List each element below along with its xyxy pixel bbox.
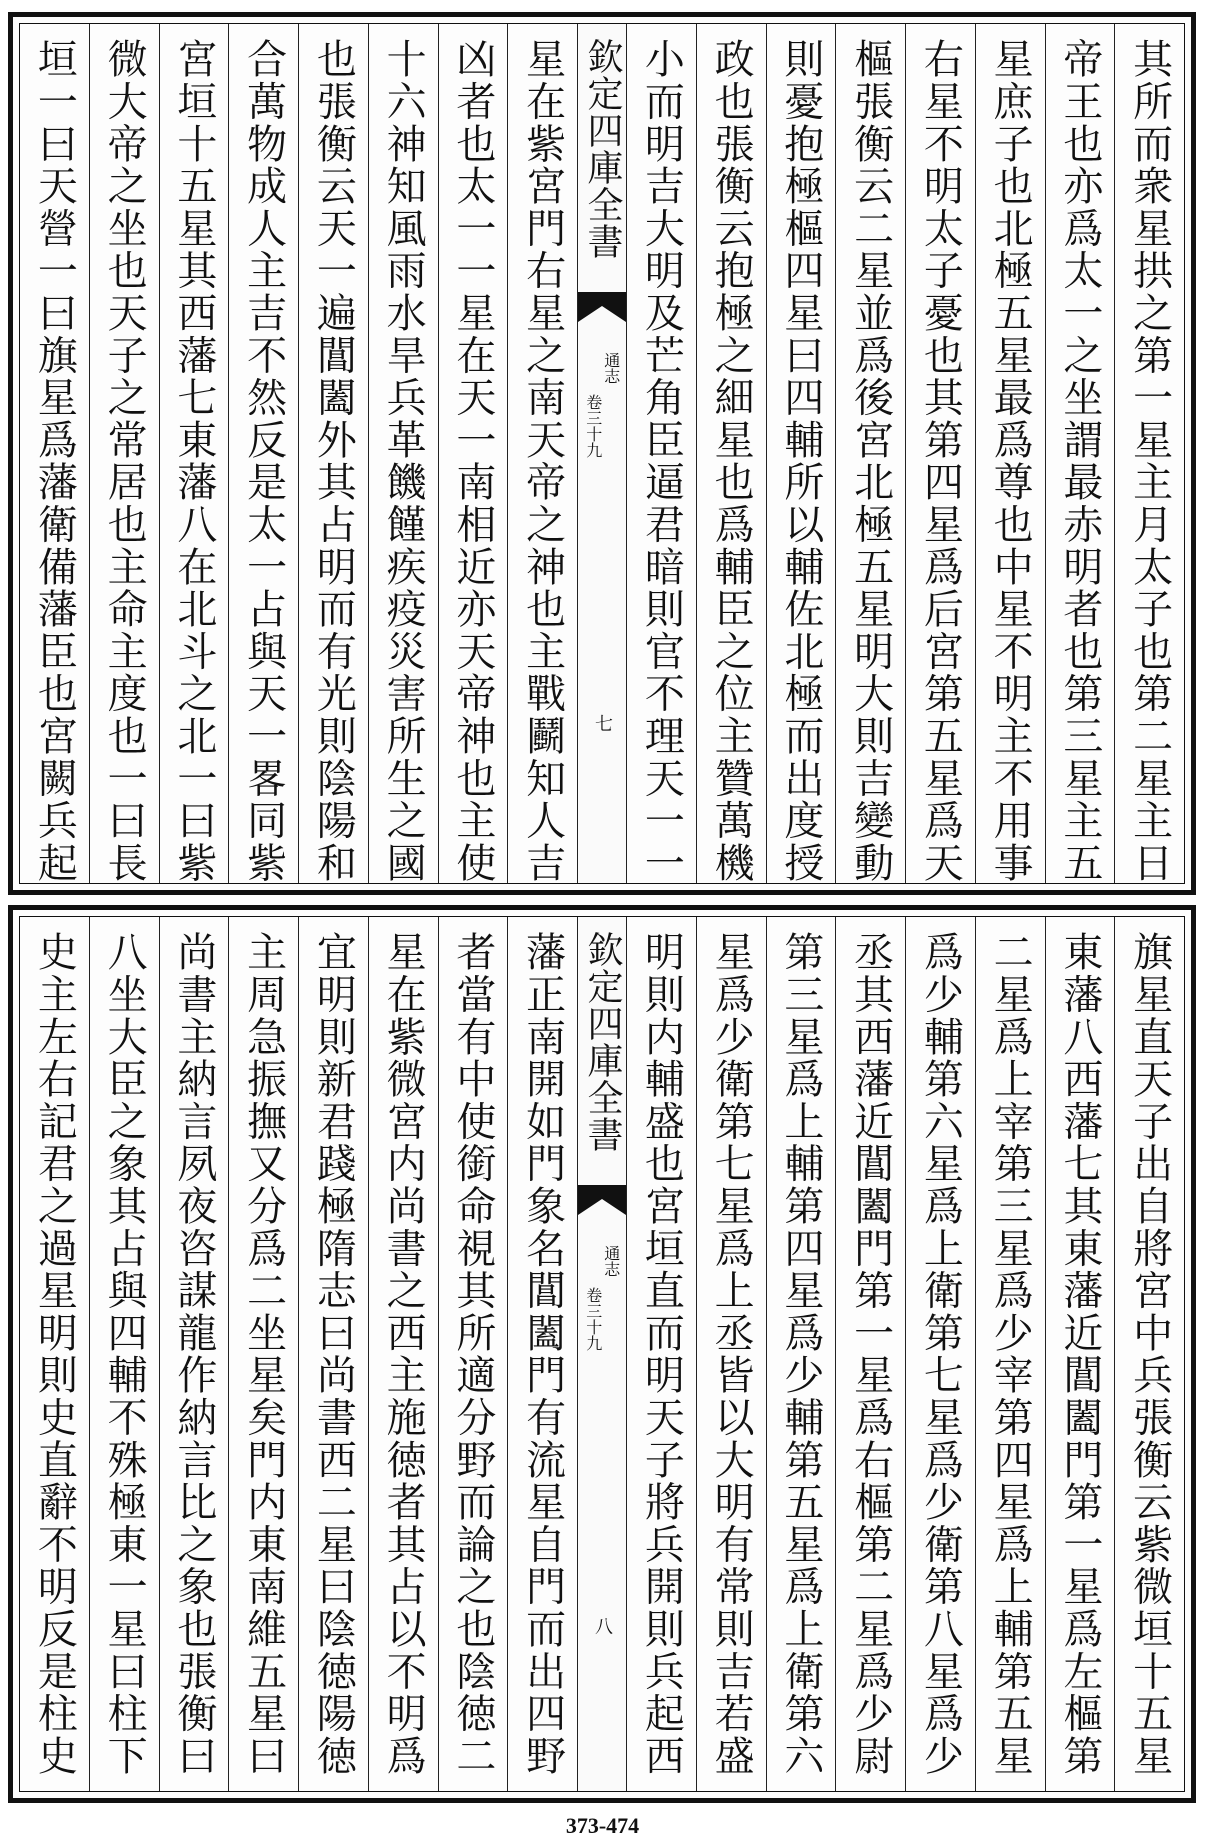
text-column: 政也張衡云抱極之細星也爲輔臣之位主贊萬機 bbox=[696, 24, 766, 883]
text-column: 主周急振撫又分爲二坐星矣門内東南維五星曰 bbox=[228, 917, 298, 1791]
volume-number: 卷三十九 bbox=[583, 394, 603, 458]
text-column: 垣一曰天營一曰旗星爲藩衛備藩臣也宮闕兵起 bbox=[31, 38, 78, 884]
text-column: 星爲少衛第七星爲上丞皆以大明有常則吉若盛 bbox=[696, 917, 766, 1791]
text-column: 微大帝之坐也天子之常居也主命主度也一曰長 bbox=[89, 24, 159, 883]
text-column: 旗星直天子出自將宮中兵張衡云紫微垣十五星 bbox=[1114, 917, 1184, 1791]
text-column: 史主左右記君之過星明則史直辭不明反是柱史 bbox=[31, 931, 78, 1777]
section-title: 通志 bbox=[601, 352, 621, 384]
footer-page-code: 373-474 bbox=[565, 1813, 640, 1838]
book-title: 欽定四庫全書 bbox=[582, 931, 623, 1153]
page-number: 八 bbox=[592, 1617, 613, 1635]
text-column: 其所而衆星拱之第一星主月太子也第二星主日 bbox=[1114, 24, 1184, 883]
text-column: 帝王也亦爲太一之坐謂最赤明者也第三星主五 bbox=[1045, 24, 1115, 883]
book-title: 欽定四庫全書 bbox=[582, 38, 623, 260]
page-number: 七 bbox=[592, 714, 613, 732]
text-column: 宜明則新君踐極隋志曰尚書西二星曰陰徳陽徳 bbox=[298, 917, 368, 1791]
text-column: 星庶子也北極五星最爲尊也中星不明主不用事 bbox=[975, 24, 1045, 883]
text-column: 尚書主納言夙夜咨謀龍作納言比之象也張衡曰 bbox=[159, 917, 229, 1791]
text-column: 宮垣十五星其西藩七東藩八在北斗之北一曰紫 bbox=[159, 24, 229, 883]
text-column: 二星爲上宰第三星爲少宰第四星爲上輔第五星 bbox=[975, 917, 1045, 1791]
text-column: 八坐大臣之象其占與四輔不殊極東一星曰柱下 bbox=[89, 917, 159, 1791]
text-column: 爲少輔第六星爲上衛第七星爲少衛第八星爲少 bbox=[905, 917, 975, 1791]
text-column: 右星不明太子憂也其第四星爲后宮第五星爲天 bbox=[905, 24, 975, 883]
text-column: 十六神知風雨水旱兵革饑饉疾疫災害所生之國 bbox=[368, 24, 438, 883]
fish-tail-mark-icon bbox=[578, 292, 626, 322]
upper-page bbox=[8, 12, 1196, 895]
volume-number: 卷三十九 bbox=[583, 1287, 603, 1351]
text-column: 者當有中使銜命視其所適分野而論之也陰徳二 bbox=[438, 917, 508, 1791]
fold-center-column bbox=[577, 24, 626, 883]
text-column: 東藩八西藩七其東藩近閶闔門第一星爲左樞第 bbox=[1045, 917, 1115, 1791]
lower-page bbox=[8, 905, 1196, 1803]
text-column: 第三星爲上輔第四星爲少輔第五星爲上衛第六 bbox=[766, 917, 836, 1791]
text-column: 也張衡云天一遍閶闔外其占明而有光則陰陽和 bbox=[298, 24, 368, 883]
text-column: 合萬物成人主吉不然反是太一占與天一畧同紫 bbox=[228, 24, 298, 883]
text-column: 則憂抱極樞四星曰四輔所以輔佐北極而出度授 bbox=[766, 24, 836, 883]
text-column: 藩正南開如門象名閶闔門有流星自門而出四野 bbox=[507, 917, 577, 1791]
section-title: 通志 bbox=[601, 1245, 621, 1277]
fold-center-column bbox=[577, 917, 626, 1791]
text-column: 明則内輔盛也宮垣直而明天子將兵開則兵起西 bbox=[626, 917, 696, 1791]
text-column: 丞其西藩近閶闔門第一星爲右樞第二星爲少尉 bbox=[835, 917, 905, 1791]
text-column: 凶者也太一一星在天一南相近亦天帝神也主使 bbox=[438, 24, 508, 883]
text-column: 樞張衡云二星並爲後宮北極五星明大則吉變動 bbox=[835, 24, 905, 883]
text-column: 星在紫微宮内尚書之西主施徳者其占以不明爲 bbox=[368, 917, 438, 1791]
fish-tail-mark-icon bbox=[578, 1185, 626, 1215]
text-column: 星在紫宮門右星之南天帝之神也主戰鬬知人吉 bbox=[507, 24, 577, 883]
text-column: 小而明吉大明及芒角臣逼君暗則官不理天一一 bbox=[626, 24, 696, 883]
